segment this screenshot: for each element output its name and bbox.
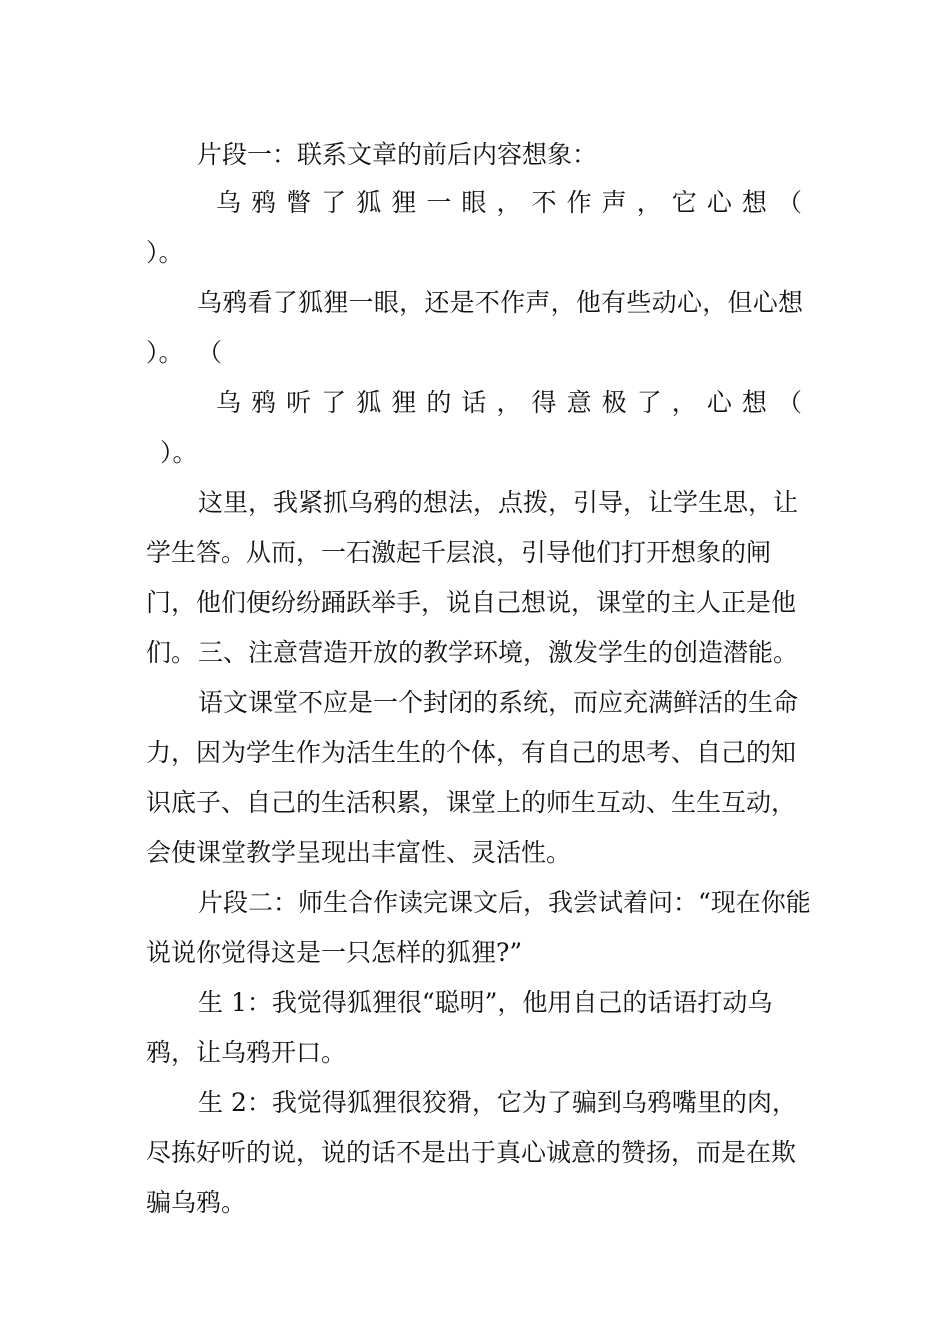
paragraph-crow-glance-close: ）。 (146, 238, 184, 267)
paragraph-crow-listen-line (216, 378, 802, 428)
paragraph-crow-listen-close: ）。 (160, 438, 198, 467)
paragraph-open-classroom: 语文课堂不应是一个封闭的系统，而应充满鲜活的生命力，因为学生作为活生生的个体，有自己的思考、自己的知识底子、自己的生活积累，课堂上的师生互动、生生互动，会使课堂教学呈现出丰富性、灵活性。 (146, 688, 799, 867)
paragraph-student-two: 生 2：我觉得狐狸很狡猾，它为了骗到乌鸦嘴里的肉，尽拣好听的说，说的话不是出于真心诚意的赞扬，而是在欺骗乌鸦。 (146, 1088, 797, 1217)
crow-look-text: 乌鸦看了狐狸一眼，还是不作声，他有些动心，但心想（ (197, 288, 803, 367)
crow-listen-text: 乌 鸦 听 了 狐 狸 的 话 ， 得 意 极 了 ， 心 想 （ (216, 388, 802, 417)
paragraph-teaching-reflection: 这里，我紧抓乌鸦的想法，点拨，引导，让学生思，让学生答。从而，一石激起千层浪，引导他们打开想象的闸门，他们便纷纷踊跃举手，说自己想说，课堂的主人正是他们。 (146, 488, 799, 667)
paragraph-section-three-heading: 三、注意营造开放的教学环境，激发学生的创造潜能。 (198, 638, 799, 667)
crow-glance-text: 乌 鸦 瞥 了 狐 狸 一 眼 ， 不 作 声 ， 它 心 想 （ (216, 188, 802, 217)
paragraph-fragment-two: 片段二：师生合作读完课文后，我尝试着问：“现在你能说说你觉得这是一只怎样的狐狸?” (146, 888, 811, 967)
paragraph-fragment-one-heading: 片段一：联系文章的前后内容想象： (197, 140, 598, 169)
paragraph-crow-glance-line (216, 178, 802, 228)
paragraph-crow-look-close: ）。 (146, 338, 184, 367)
paragraph-student-one: 生 1：我觉得狐狸很“聪明”，他用自己的话语打动乌鸦，让乌鸦开口。 (146, 988, 773, 1067)
